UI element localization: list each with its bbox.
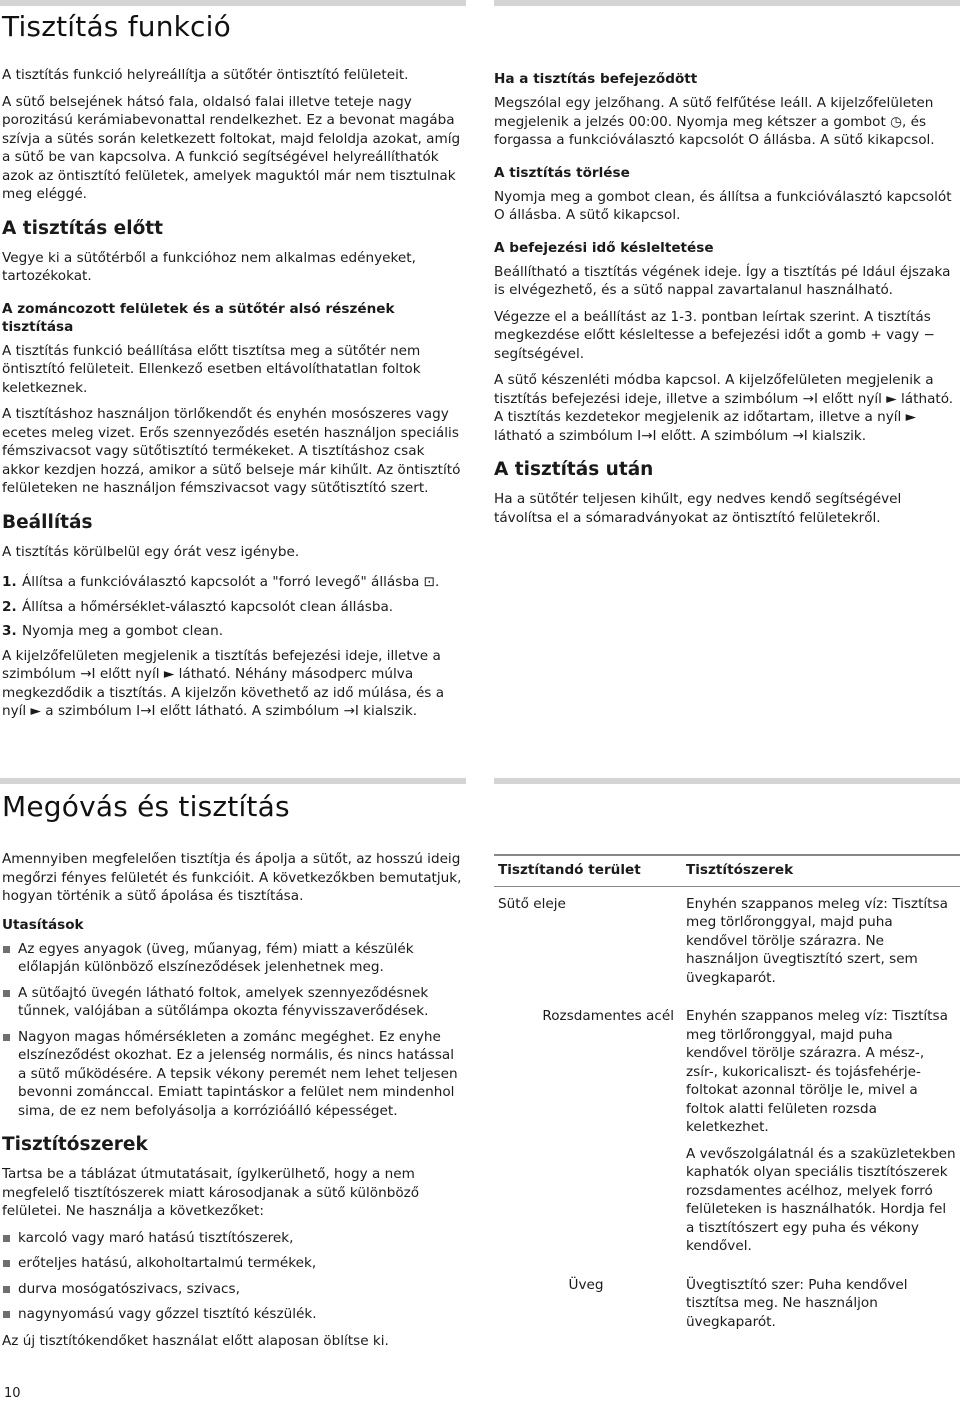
right-column-cleaning: [494, 70, 956, 535]
column-header: Tisztítandó terület: [494, 855, 682, 886]
mid-rule-right: [494, 778, 960, 784]
list-item: A sütőajtó üvegén látható foltok, amelyek szennyeződésnek tűnnek, valójában a sütőlámpa okozta fényvisszaverődések.: [2, 984, 464, 1021]
table-cell-agent: [682, 886, 960, 999]
table-cell-area: Üveg: [568, 1276, 604, 1293]
paragraph: A tisztítás körülbelül egy órát vesz igénybe.: [2, 543, 300, 560]
list-item: Az egyes anyagok (üveg, műanyag, fém) miatt a készülék előlapján különböző elszíneződések jelenhetnek meg.: [2, 940, 464, 977]
cell-paragraph: Enyhén szappanos meleg víz: Tisztítsa meg törlőronggyal, majd puha kendővel törölje szárazra. Ne használjon üvegtisztító szert, sem üvegkaparót.: [686, 895, 948, 986]
section-title-care: Megóvás és tisztítás: [2, 790, 290, 823]
table-row: [494, 999, 960, 1268]
page-number: 10: [4, 1386, 21, 1401]
paragraph: A kijelzőfelületen megjelenik a tisztítás befejezési ideje, illetve a szimbólum →I előtt nyíl ► látható. Néhány másodperc múlva megkezdődik a tisztítás. A kijelzőn követhető az idő múlása, és a nyíl ► a szimbólum I→I előtt látható. A szimbólum →I kialszik.: [2, 647, 445, 719]
heading-delete: A tisztítás törlése: [494, 164, 630, 181]
step-item: [2, 598, 464, 617]
mid-rule-left: [0, 778, 466, 784]
agents-list: [2, 1229, 464, 1324]
paragraph: Megszólal egy jelzőhang. A sütő felfűtése leáll. A kijelzőfelületen megjelenik a jelzés 00:00. Nyomja meg kétszer a gombot ◷, és forgassa a funkcióválasztó kapcsolót O állásba. A sütő kikapcsol.: [494, 95, 935, 148]
step-text: Állítsa a hőmérséklet-választó kapcsolót clean állásba.: [22, 598, 394, 615]
paragraph: Végezze el a beállítást az 1-3. pontban leírtak szerint. A tisztítás megkezdése előtt késleltesse a befejezési időt a gomb + vagy − segítségével.: [494, 308, 935, 362]
paragraph: Beállítható a tisztítás végének ideje. Így a tisztítás pé ldául éjszaka is elvégezhető, és a sütő nappal zavartalanul használható.: [494, 263, 951, 298]
cell-paragraph: A vevőszolgálatnál és a szaküzletekben kaphatók olyan speciális tisztítószerek rozsdamentes acélhoz, melyek forró felületeken is használhatók. Hordja fel a tisztítószert egy puha és vékony kendővel.: [686, 1145, 956, 1254]
step-text: Nyomja meg a gombot clean.: [22, 623, 224, 639]
cell-paragraph: Enyhén szappanos meleg víz: Tisztítsa meg törlőronggyal, majd puha kendővel törölje szárazra. A mész-, zsír-, kukoricaliszt- és tojásfehérje-foltokat azonnal törölje le, mivel a foltok alatti felületen rozsda keletkezhet.: [686, 1008, 948, 1135]
step-number: 2.: [2, 598, 17, 615]
list-item: karcoló vagy maró hatású tisztítószerek,: [2, 1229, 464, 1248]
top-rule-right: [494, 0, 960, 6]
paragraph: Az új tisztítókendőket használat előtt alaposan öblítse ki.: [2, 1332, 389, 1349]
list-item: Nagyon magas hőmérsékleten a zománc megéghet. Ez enyhe elszíneződést okozhat. Ez a jelenség normális, és nincs hatással a sütő működésére. A tepsik vékony peremét nem lehet teljesen bevonni zománccal. Emiatt tapintáskor a felület nem mindenhol sima, de ez nem befolyásolja a korrózióálló képességet.: [2, 1028, 464, 1121]
heading-setting: Beállítás: [2, 511, 93, 533]
paragraph: A tisztításhoz használjon törlőkendőt és enyhén mosószeres vagy ecetes meleg vizet. Erős szennyeződés esetén használjon speciális fémszivacsot vagy sütőtisztító termékeket. A tisztításhoz csak akkor kezdjen hozzá, amikor a sütő belseje már kihűlt. Az öntisztító felületeken ne használjon fémszivacsot vagy sütőtisztító szert.: [2, 406, 461, 496]
paragraph: Vegye ki a sütőtérből a funkcióhoz nem alkalmas edényeket, tartozékokat.: [2, 249, 416, 284]
step-number: 1.: [2, 574, 17, 590]
step-text: Állítsa a funkcióválasztó kapcsolót a "forró levegő" állásba ⊡.: [22, 574, 440, 590]
table-cell-area: Rozsdamentes acél: [542, 1008, 674, 1024]
table-cell-agent: [682, 1268, 960, 1344]
paragraph: A sütő belsejének hátsó fala, oldalsó falai illetve teteje nagy porozitású kerámiabevonattal rendelkezhet. Ez a bevonat magába szívja a sütés során keletkezett foltokat, majd feloldja azokat, amíg a sütő be van kapcsolva. A funkció segítségével helyreállíthatók azok az öntisztító felületek, amelyek maguktól már nem tisztulnak meg eléggé.: [2, 93, 461, 202]
heading-before-cleaning: A tisztítás előtt: [2, 217, 163, 239]
list-item: erőteljes hatású, alkoholtartalmú termékek,: [2, 1254, 464, 1273]
paragraph: Amennyiben megfelelően tisztítja és ápolja a sütőt, az hosszú ideig megőrzi fényes felületét és funkcióit. A következőkben bemutatjuk, hogyan történik a sütő ápolása és tisztítása.: [2, 851, 462, 904]
left-column-care: [2, 850, 464, 1358]
step-number: 3.: [2, 623, 17, 639]
column-header: Tisztítószerek: [682, 855, 960, 886]
table-cell-area: Sütő eleje: [498, 895, 566, 912]
top-rule-left: [0, 0, 466, 6]
paragraph: A tisztítás funkció beállítása előtt tisztítsa meg a sütőtér nem öntisztító felületeit. Ellenkező esetben eltávolíthatatlan foltok keletkeznek.: [2, 342, 421, 396]
cleaning-agents-table: [494, 854, 960, 1343]
list-item: nagynyomású vagy gőzzel tisztító készülék.: [2, 1305, 464, 1324]
cell-paragraph: Üvegtisztító szer: Puha kendővel tisztítsa meg. Ne használjon üvegkaparót.: [686, 1276, 908, 1330]
notes-list: [2, 940, 464, 1121]
heading-delay: A befejezési idő késleltetése: [494, 239, 714, 256]
heading-finished: Ha a tisztítás befejeződött: [494, 71, 698, 87]
step-item: [2, 622, 464, 641]
table-row: [494, 886, 960, 999]
heading-cleaning-agents: Tisztítószerek: [2, 1134, 148, 1155]
list-item: durva mosógatószivacs, szivacs,: [2, 1280, 464, 1299]
table-row: [494, 1268, 960, 1344]
paragraph: A tisztítás funkció helyreállítja a sütőtér öntisztító felületeit.: [2, 67, 409, 83]
paragraph: A sütő készenléti módba kapcsol. A kijelzőfelületen megjelenik a tisztítás befejezési ideje, illetve a szimbólum →I előtt nyíl ► látható. A tisztítás kezdetekor megjelenik az időtartam, illetve a nyíl ► látható a szimbólum I→I előtt. A szimbólum →I kialszik.: [494, 372, 954, 444]
section-title-cleaning-function: Tisztítás funkció: [2, 10, 231, 43]
heading-enamel: A zománcozott felületek és a sütőtér alsó részének tisztítása: [2, 300, 395, 335]
paragraph: Ha a sütőtér teljesen kihűlt, egy nedves kendő segítségével távolítsa el a sómaradványokat az öntisztító felületekről.: [494, 491, 902, 526]
paragraph: Tartsa be a táblázat útmutatásait, ígylkerülhető, hogy a nem megfelelő tisztítószerek miatt károsodjanak a sütő különböző felületei. Ne használja a következőket:: [2, 1166, 420, 1219]
table-header-row: [494, 855, 960, 886]
step-item: [2, 573, 464, 592]
heading-after-cleaning: A tisztítás után: [494, 459, 654, 480]
left-column-cleaning: [2, 66, 464, 729]
table-cell-agent: [682, 999, 960, 1268]
paragraph: Nyomja meg a gombot clean, és állítsa a funkcióválasztó kapcsolót O állásba. A sütő kikapcsol.: [494, 188, 952, 223]
heading-notes: Utasítások: [2, 916, 84, 933]
